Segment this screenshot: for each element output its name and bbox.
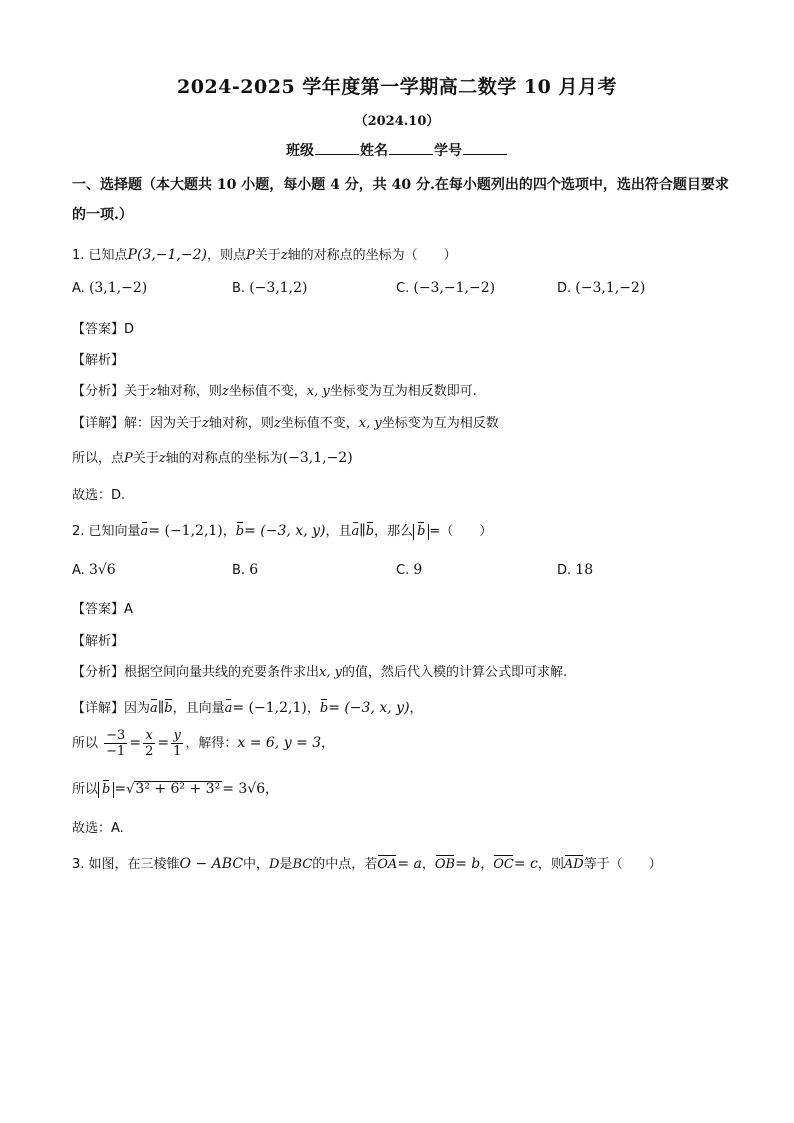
q2-option-d[interactable] <box>557 562 593 578</box>
q3-prefix: 3. 如图，在三棱锥 <box>72 857 180 872</box>
id-label: 学号 <box>434 143 462 159</box>
q2-option-c-value: 9 <box>413 562 423 578</box>
q2-option-d-value: 18 <box>575 562 594 578</box>
q2-option-b-value: 6 <box>249 562 259 578</box>
q1-conclusion-c: 轴的对称点的坐标为 <box>165 451 283 466</box>
q2-a-eq: = (−1,2,1) <box>148 523 223 539</box>
q2-mod-radicand: 3² + 6² + 3² <box>135 781 221 797</box>
section-heading-choice: 一、选择题（本大题共 10 小题，每小题 4 分，共 40 分.在每小题列出的四个选项中，选出符合题目要求的一项.） <box>72 177 729 223</box>
q3-mid1: 中， <box>243 857 270 872</box>
q2-solve: 所以 $\frac{-3}{-1}$ = $\frac{x}{2}$ = $\frac{y}{1}$ ，解得：x = 6, y = 3， <box>72 728 335 759</box>
q1-option-c[interactable] <box>396 280 495 296</box>
q2-frac-1 <box>104 728 127 759</box>
q2-mod-end: ， <box>265 782 279 797</box>
q3-rest: 等于（ ） <box>583 857 662 872</box>
q1-analysis-label: 【解析】 <box>72 353 125 368</box>
q1-stem <box>72 244 457 263</box>
q2-detail-a-eq: = (−1,2,1) <box>232 700 307 716</box>
q1-detail-d: 坐标变为互为相反数 <box>381 416 499 431</box>
q2-option-d-letter: D. <box>557 563 572 578</box>
q2-detail: 【详解】因为a∥b，且向量a= (−1,2,1)，b= (−3, x, y)， <box>72 700 423 716</box>
q2-mod-eq: = <box>114 781 127 797</box>
student-info-fields <box>0 140 794 160</box>
q2-detail-a: 因为 <box>124 701 151 716</box>
q1-conclusion <box>72 447 353 466</box>
q3-mid3: 的中点，若 <box>312 857 378 872</box>
q2-choice: 故选：A. <box>72 821 124 836</box>
q2-option-c[interactable] <box>396 562 422 578</box>
q2-fenxi-label: 【分析】 <box>72 665 125 680</box>
q1-option-d-value: (−3,1,−2) <box>575 280 646 296</box>
q1-fenxi-a: 关于 <box>124 384 151 399</box>
q3-bc: BC <box>292 857 313 872</box>
q1-detail <box>72 412 499 431</box>
q1-fenxi <box>72 380 477 399</box>
class-label: 班级 <box>286 143 314 159</box>
q1-detail-b: 轴对称，则 <box>208 416 274 431</box>
q1-option-b-value: (−3,1,2) <box>249 280 308 296</box>
q1-conclusion-z: z <box>158 451 166 466</box>
q2-solve-result: x = 6, y = 3 <box>237 735 322 751</box>
q3-oc-eq: = c <box>513 856 538 872</box>
exam-title: 2024-2025 学年度第一学期高二数学 10 月月考 <box>177 76 617 98</box>
q2-mod-result: = 3√6 <box>222 781 266 797</box>
name-blank <box>389 140 433 155</box>
q3-tetra: O − ABC <box>179 856 244 872</box>
q1-option-d-letter: D. <box>557 281 572 296</box>
q1-detail-z: z <box>202 416 209 431</box>
q2-mod-prefix: 所以 <box>72 782 99 797</box>
q1-fenxi-c: 坐标值不变， <box>228 384 307 399</box>
q3-d: D <box>269 857 280 872</box>
q2-prefix: 2. 已知向量 <box>72 524 141 539</box>
q1-fenxi-z2: z <box>221 384 229 399</box>
q2-answer <box>72 598 133 617</box>
q2-detail-b: ，且向量 <box>172 701 225 716</box>
q3-ob: OB <box>434 857 456 872</box>
q2-option-a-value: 3√6 <box>88 562 116 578</box>
q2-frac-2-num: x <box>143 728 155 744</box>
q3-stem: 3. 如图，在三棱锥O − ABC中，D是BC的中点，若OA= a，OB= b，OC= c，则AD等于（ ） <box>72 856 662 872</box>
q1-option-a-letter: A. <box>72 281 85 296</box>
q1-rest: 轴的对称点的坐标为（ ） <box>287 248 457 263</box>
q3-ad: AD <box>563 857 584 872</box>
q1-answer <box>72 318 134 337</box>
q1-z: z <box>280 248 288 263</box>
q2-fenxi-a: 根据空间向量共线的充要条件求出 <box>124 665 320 680</box>
q2-fenxi-b: 的值，然后代入模的计算公式即可求解. <box>341 665 568 680</box>
q1-option-b-letter: B. <box>232 281 246 296</box>
q1-conclusion-a: 所以，点 <box>72 451 125 466</box>
q2-modulus: 所以 b =√3² + 6² + 3² = 3√6， <box>72 781 279 797</box>
q1-p: P <box>246 248 255 263</box>
q2-solve-prefix: 所以 <box>72 736 99 751</box>
id-blank <box>463 140 507 155</box>
q1-answer-label: 【答案】 <box>72 322 125 337</box>
q3-oa: OA <box>377 857 398 872</box>
q1-fenxi-b: 轴对称，则 <box>156 384 222 399</box>
q2-option-a-letter: A. <box>72 563 85 578</box>
q1-answer-value: D <box>124 322 135 337</box>
q1-prefix: 1. 已知点 <box>72 248 128 263</box>
q2-rest: =（ ） <box>429 524 493 539</box>
q2-detail-parallel: ∥ <box>157 700 165 716</box>
q2-answer-label: 【答案】 <box>72 602 125 617</box>
q2-fenxi-xy: x, y <box>319 665 342 680</box>
q1-point: P(3,−1,−2) <box>127 247 207 263</box>
q2-frac-1-den: −1 <box>106 744 126 759</box>
q1-option-a-value: (3,1,−2) <box>88 280 148 296</box>
q1-fenxi-d: 坐标变为互为相反数即可. <box>329 384 477 399</box>
q2-then: ，那么 <box>374 524 414 539</box>
q2-stem: 2. 已知向量a= (−1,2,1)，b= (−3, x, y)，且a∥b，那么 b =（ ） <box>72 523 493 539</box>
q2-b-eq: = (−3, x, y) <box>244 523 326 539</box>
q2-parallel: ∥ <box>359 523 366 539</box>
q3-oc: OC <box>493 857 514 872</box>
q1-conclusion-p: P <box>124 451 133 466</box>
q2-option-b[interactable] <box>232 562 258 578</box>
q2-option-a[interactable] <box>72 562 116 578</box>
q2-mid: ，且 <box>325 524 352 539</box>
q3-mid2: 是 <box>279 857 293 872</box>
name-label: 姓名 <box>360 143 388 159</box>
q2-fenxi <box>72 661 567 680</box>
q1-choice: 故选：D. <box>72 488 126 503</box>
q2-detail-comma: ， <box>306 701 320 716</box>
q1-detail-a: 解：因为关于 <box>124 416 203 431</box>
q1-detail-xy: x, y <box>358 416 382 431</box>
q1-fenxi-z: z <box>150 384 157 399</box>
q2-frac-2 <box>143 728 155 759</box>
q1-detail-c: 坐标值不变， <box>280 416 359 431</box>
q2-frac-3-num: y <box>171 728 183 744</box>
q2-detail-end: ， <box>409 701 423 716</box>
q2-frac-3 <box>171 728 183 759</box>
q2-frac-3-den: 1 <box>173 744 182 759</box>
q1-option-a[interactable] <box>72 280 147 296</box>
q1-conclusion-b: 关于 <box>132 451 159 466</box>
q2-detail-b-eq: = (−3, x, y) <box>328 700 410 716</box>
q2-solve-mid: ，解得： <box>185 736 238 751</box>
q1-mid: ，则点 <box>206 248 246 263</box>
q2-frac-1-num: −3 <box>106 728 126 743</box>
q1-detail-z2: z <box>273 416 281 431</box>
q2-solve-end: ， <box>321 736 335 751</box>
q1-option-c-letter: C. <box>396 281 410 296</box>
q1-option-d[interactable] <box>557 280 645 296</box>
q2-frac-2-den: 2 <box>145 744 154 759</box>
q3-ob-eq: = b <box>455 856 481 872</box>
q2-detail-label: 【详解】 <box>72 701 125 716</box>
q3-oa-eq: = a <box>397 856 422 872</box>
q1-option-c-value: (−3,−1,−2) <box>413 280 496 296</box>
q2-answer-value: A <box>124 602 133 617</box>
q2-comma: ， <box>222 524 236 539</box>
q2-option-c-letter: C. <box>396 563 410 578</box>
exam-date: （2024.10） <box>354 114 440 129</box>
q1-fenxi-xy: x, y <box>306 384 330 399</box>
q1-detail-label: 【详解】 <box>72 416 125 431</box>
q3-then: ，则 <box>537 857 564 872</box>
q1-fenxi-label: 【分析】 <box>72 384 125 399</box>
q2-analysis-label: 【解析】 <box>72 634 125 649</box>
class-blank <box>315 140 359 155</box>
q1-conclusion-value: (−3,1,−2) <box>282 450 353 466</box>
q1-option-b[interactable] <box>232 280 307 296</box>
q1-about: 关于 <box>254 248 281 263</box>
q2-option-b-letter: B. <box>232 563 246 578</box>
